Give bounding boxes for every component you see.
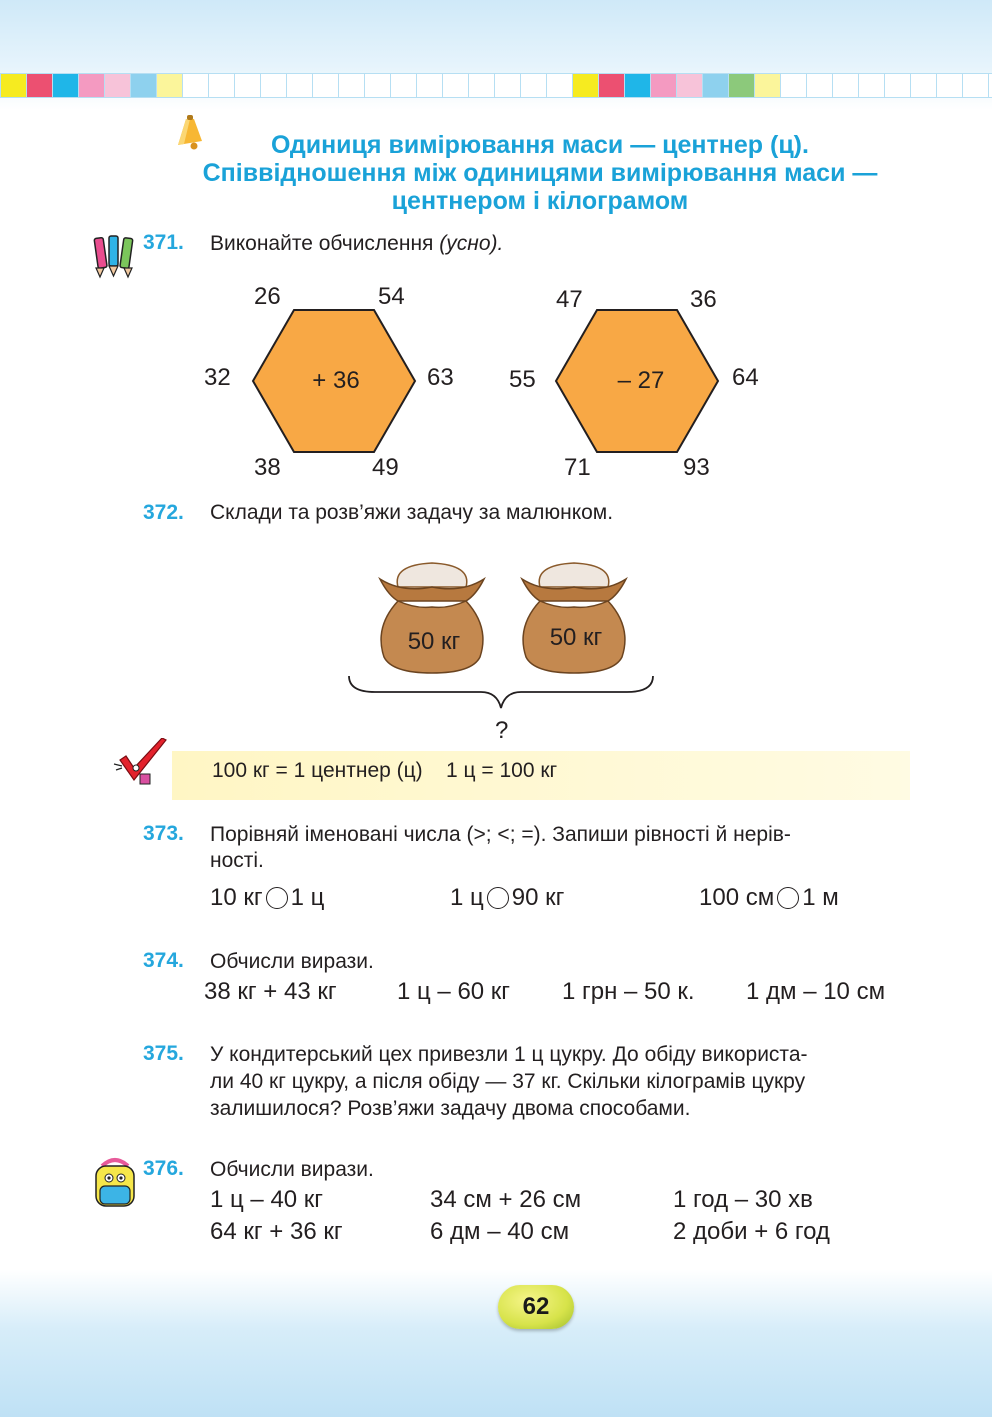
hex-value: 26 — [254, 283, 281, 310]
compare-circle[interactable] — [266, 887, 288, 909]
expression: 1 ц – 60 кг — [397, 978, 511, 1005]
strip-cell — [676, 73, 703, 98]
strip-cell — [832, 73, 859, 98]
compare-item — [210, 884, 324, 912]
hex-value: 49 — [372, 454, 399, 481]
hex-value: 63 — [427, 364, 454, 391]
expression: 6 дм – 40 см — [430, 1218, 570, 1245]
compare-item — [699, 884, 839, 912]
compare-left: 100 см — [699, 884, 775, 911]
strip-cell — [26, 73, 53, 98]
strip-cell — [234, 73, 261, 98]
pencils-icon — [88, 232, 142, 280]
rule-text: 100 кг = 1 центнер (ц) 1 ц = 100 кг — [212, 759, 558, 782]
compare-right: 1 ц — [290, 884, 325, 911]
compare-right: 1 м — [802, 884, 839, 911]
page-number: 62 — [498, 1285, 574, 1329]
backpack-icon — [88, 1156, 142, 1210]
strip-cell — [286, 73, 313, 98]
sack-label: 50 кг — [407, 628, 461, 655]
brace — [345, 672, 657, 712]
strip-cell — [494, 73, 521, 98]
strip-cell — [702, 73, 729, 98]
strip-cell — [416, 73, 443, 98]
strip-cell — [104, 73, 131, 98]
strip-cell — [338, 73, 365, 98]
expression: 38 кг + 43 кг — [204, 978, 337, 1005]
hex-value: 38 — [254, 454, 281, 481]
hex-value: 54 — [378, 283, 405, 310]
strip-cell — [780, 73, 807, 98]
strip-cell — [884, 73, 911, 98]
exercise-text-line-1: Порівняй іменовані числа (>; <; =). Запиши рівності й нерів- — [210, 823, 791, 846]
exercise-number: 373. — [143, 822, 184, 845]
hexagon-plus — [250, 308, 418, 454]
compare-item — [450, 884, 564, 912]
strip-cell — [156, 73, 183, 98]
exercise-number: 375. — [143, 1042, 184, 1065]
strip-cell — [988, 73, 992, 98]
checkmark-mascot-icon — [112, 738, 170, 790]
strip-cell — [260, 73, 287, 98]
hexagon-operation: + 36 — [312, 367, 360, 394]
hex-value: 32 — [204, 364, 231, 391]
strip-cell — [962, 73, 989, 98]
strip-cell — [78, 73, 105, 98]
compare-circle[interactable] — [487, 887, 509, 909]
hex-value: 93 — [683, 454, 710, 481]
exercise-instruction: Виконайте обчислення — [210, 232, 434, 255]
compare-left: 10 кг — [210, 884, 263, 911]
expression: 1 год – 30 хв — [673, 1186, 813, 1213]
expression: 64 кг + 36 кг — [210, 1218, 343, 1245]
color-strip — [0, 73, 992, 99]
strip-cell — [130, 73, 157, 98]
strip-cell — [806, 73, 833, 98]
exercise-number: 371. — [143, 231, 184, 254]
sack-label: 50 кг — [549, 624, 603, 651]
hex-value: 47 — [556, 286, 583, 313]
strip-cell — [572, 73, 599, 98]
sack-icon — [512, 557, 636, 675]
strip-cell — [0, 73, 27, 98]
page-title-line-2: Співвідношення між одиницями вимірювання маси — — [202, 159, 878, 187]
sack-icon — [372, 557, 492, 675]
exercise-text-line-1: У кондитерський цех привезли 1 ц цукру. До обіду використа- — [210, 1043, 808, 1066]
expression: 2 доби + 6 год — [673, 1218, 830, 1245]
hex-value: 36 — [690, 286, 717, 313]
hex-value: 55 — [509, 366, 536, 393]
strip-cell — [364, 73, 391, 98]
compare-left: 1 ц — [450, 884, 484, 911]
strip-cell — [910, 73, 937, 98]
strip-cell — [182, 73, 209, 98]
exercise-text-line-2: ли 40 кг цукру, а після обіду — 37 кг. Скільки кілограмів цукру — [210, 1070, 806, 1093]
hex-value: 71 — [564, 454, 591, 481]
exercise-text-line-3: залишилося? Розв’яжи задачу двома способами. — [210, 1097, 691, 1120]
strip-cell — [546, 73, 573, 98]
exercise-text: Обчисли вирази. — [210, 950, 374, 973]
exercise-text — [210, 232, 503, 256]
exercise-text-line-2: ності. — [210, 849, 264, 872]
expression: 1 дм – 10 см — [746, 978, 886, 1005]
exercise-number: 376. — [143, 1157, 184, 1180]
bottom-gradient — [0, 1270, 992, 1417]
compare-circle[interactable] — [777, 887, 799, 909]
expression: 1 грн – 50 к. — [562, 978, 695, 1005]
strip-cell — [390, 73, 417, 98]
strip-cell — [442, 73, 469, 98]
hexagon-minus — [553, 308, 721, 454]
exercise-number: 374. — [143, 949, 184, 972]
hex-value: 64 — [732, 364, 759, 391]
exercise-text: Обчисли вирази. — [210, 1158, 374, 1181]
page-title-line-3: центнером і кілограмом — [391, 187, 689, 215]
strip-cell — [624, 73, 651, 98]
exercise-number: 372. — [143, 501, 184, 524]
expression: 1 ц – 40 кг — [210, 1186, 324, 1213]
strip-cell — [858, 73, 885, 98]
strip-cell — [728, 73, 755, 98]
strip-cell — [650, 73, 677, 98]
strip-cell — [312, 73, 339, 98]
page-title-line-1: Одиниця вимірювання маси — центнер (ц). — [271, 131, 809, 159]
hexagon-operation: – 27 — [617, 367, 665, 394]
strip-cell — [598, 73, 625, 98]
expression: 34 см + 26 см — [430, 1186, 582, 1213]
compare-right: 90 кг — [511, 884, 565, 911]
strip-cell — [208, 73, 235, 98]
strip-cell — [468, 73, 495, 98]
exercise-note: (усно). — [439, 232, 504, 255]
strip-cell — [52, 73, 79, 98]
strip-cell — [520, 73, 547, 98]
strip-cell — [754, 73, 781, 98]
exercise-text: Склади та розв’яжи задачу за малюнком. — [210, 501, 614, 524]
strip-cell — [936, 73, 963, 98]
question-mark: ? — [495, 717, 509, 744]
